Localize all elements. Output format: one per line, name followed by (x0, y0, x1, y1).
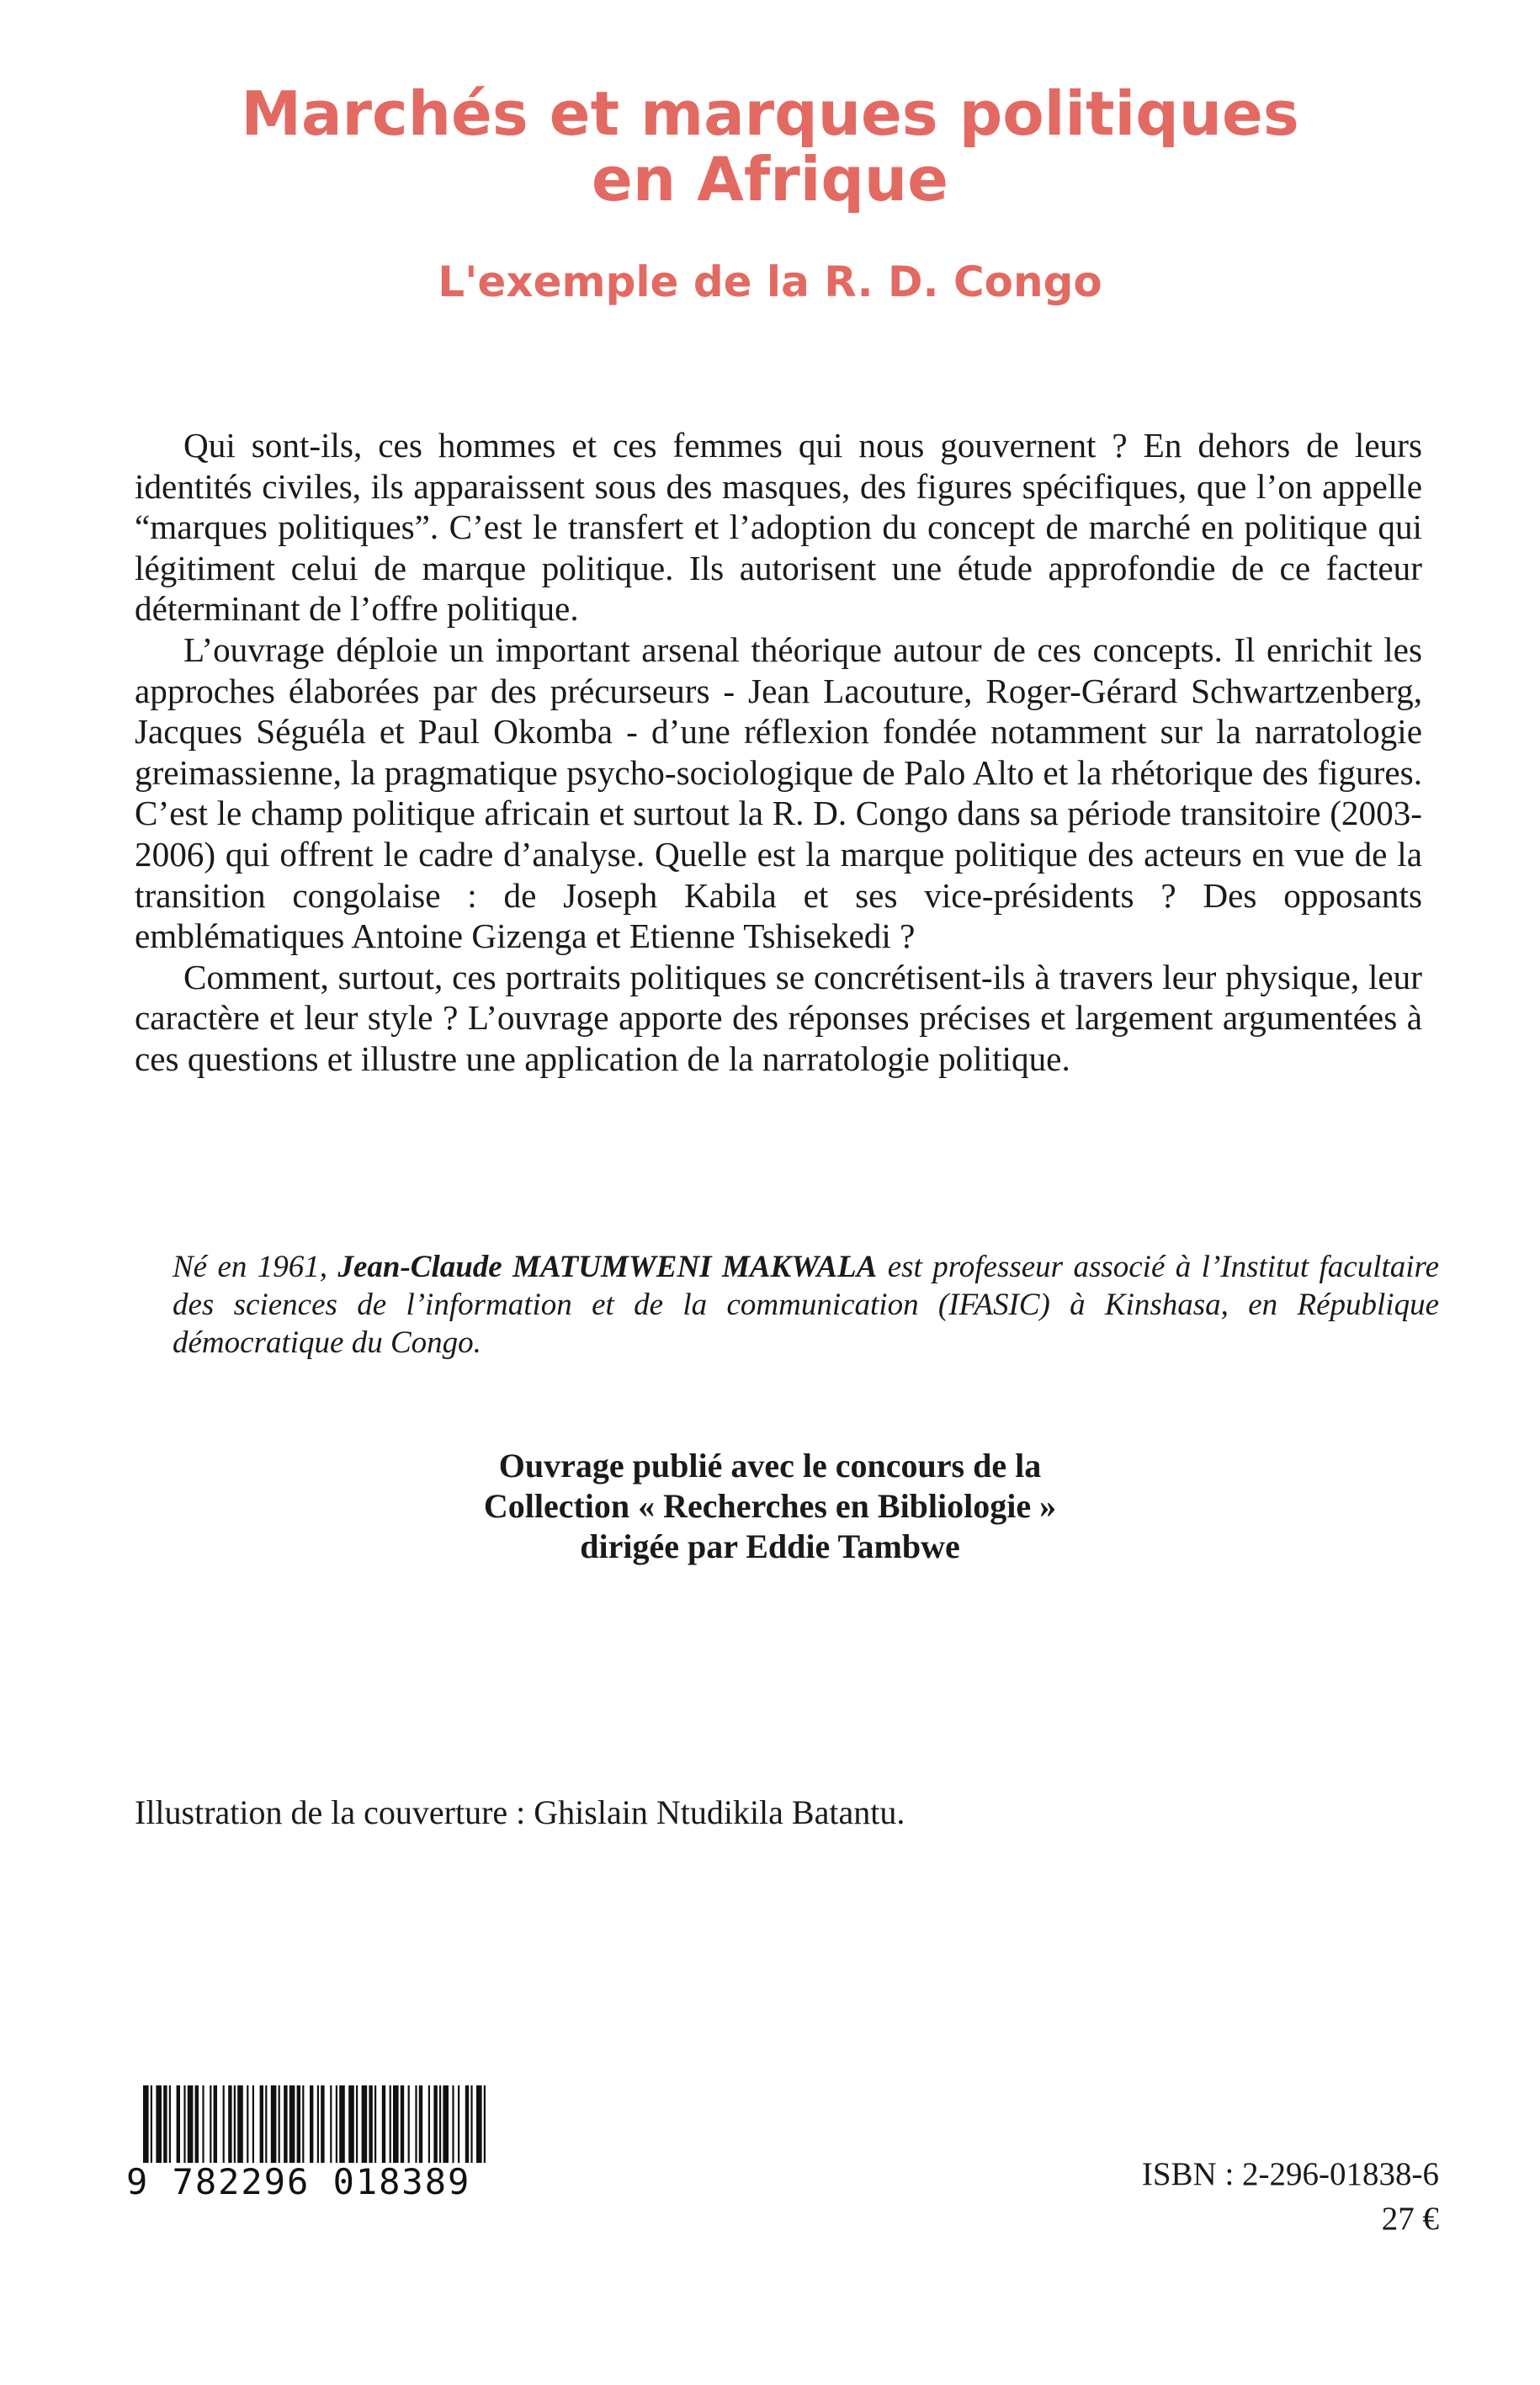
barcode-bar (470, 2085, 472, 2163)
barcode-bar (279, 2085, 280, 2163)
barcode-bar (265, 2085, 267, 2163)
barcode-bar (177, 2085, 180, 2163)
barcode-bar (336, 2085, 337, 2163)
barcode-bar (210, 2085, 211, 2163)
barcode-bar (223, 2085, 225, 2163)
barcode-bar (260, 2085, 263, 2163)
barcode-digits: 9 782296 018389 (126, 2161, 471, 2202)
barcode-bar (156, 2085, 162, 2163)
blurb-paragraph-1: Qui sont-ils, ces hommes et ces femmes qui nous gouvernent ? En dehors de leurs identités civiles, ils apparaissent sous des masques, des figures spécifiques, que l’on appelle “marques politiques”. C’est le transfert et l’adoption du concept de marché en politique qui légitiment celui de marque politique. Ils autorisent une étude approfondie de ce facteur déterminant de l’offre politique. (135, 426, 1422, 629)
barcode-bar (428, 2085, 430, 2163)
author-bio (173, 1248, 1439, 1362)
barcode-bar (302, 2085, 304, 2163)
barcode-bar (419, 2085, 422, 2163)
barcode-bar (169, 2085, 171, 2163)
barcode-bar (195, 2085, 199, 2163)
barcode-bar (408, 2085, 410, 2163)
author-bio-text: est professeur associé à l’Institut facultaire des sciences de l’information et de la communication (IFASIC) à Kinshasa, en République démocratique du Congo. (173, 1250, 1439, 1360)
barcode-bar (452, 2085, 454, 2163)
barcode-bar (284, 2085, 287, 2163)
barcode-bar (289, 2085, 295, 2163)
barcode-bar (237, 2085, 243, 2163)
barcode-bar (234, 2085, 236, 2163)
barcode-bar (151, 2085, 152, 2163)
blurb-paragraph-2: L’ouvrage déploie un important arsenal théorique autour de ces concepts. Il enrichit les approches élaborées par des précurseurs - Jean Lacouture, Roger-Gérard Schwartzenberg, Jacques Séguéla et Paul Okomba - d’une réflexion fondée notamment sur la narratologie greimassienne, la pragmatique psycho-sociologique de Palo Alto et la rhétorique des figures. C’est le champ politique africain et surtout la R. D. Congo dans sa période transitoire (2003-2006) qui offrent le cadre d’analyse. Quelle est la marque politique des acteurs en vue de la transition congolaise : de Joseph Kabila et ses vice-présidents ? Des opposants emblématiques Antoine Gizenga et Etienne Tshisekedi ? (135, 629, 1422, 956)
barcode-bar (143, 2085, 149, 2163)
barcode-bar (228, 2085, 231, 2163)
barcode-bar (297, 2085, 300, 2163)
barcode-bar (271, 2085, 277, 2163)
barcode-bar (330, 2085, 332, 2163)
barcode-bar (183, 2085, 185, 2163)
barcode-bar (356, 2085, 358, 2163)
author-name: Jean-Claude MATUMWENI MAKWALA (337, 1250, 878, 1284)
author-bio-prefix: Né en 1961, (173, 1250, 338, 1284)
publisher-note-line-1: Ouvrage publié avec le concours de la (498, 1447, 1042, 1485)
barcode-bar (202, 2085, 204, 2163)
barcode-bar (321, 2085, 324, 2163)
barcode-bar (390, 2085, 391, 2163)
barcode-bar (415, 2085, 417, 2163)
barcode-bar (310, 2085, 313, 2163)
barcode-bar (382, 2085, 385, 2163)
barcode-bar (369, 2085, 372, 2163)
barcode-bar (339, 2085, 345, 2163)
blurb (135, 425, 1422, 1080)
barcode-bars (126, 2085, 497, 2163)
barcode-bar (163, 2085, 167, 2163)
barcode-bar (458, 2085, 459, 2163)
book-title-line-2: en Afrique (591, 144, 949, 215)
isbn: ISBN : 2-296-01838-6 (1141, 2156, 1439, 2192)
illustration-credit: Illustration de la couverture : Ghislain Ntudikila Batantu. (135, 1793, 905, 1831)
book-subtitle: L'exemple de la R. D. Congo (438, 258, 1102, 306)
barcode-bar (439, 2085, 441, 2163)
barcode-bar (362, 2085, 368, 2163)
publisher-note-line-3: dirigée par Eddie Tambwe (580, 1527, 960, 1565)
barcode-bar (433, 2085, 437, 2163)
publisher-note-line-2: Collection « Recherches en Bibliologie » (483, 1487, 1057, 1525)
book-title-line-1: Marchés et marques politiques (241, 78, 1299, 149)
barcode-bar (188, 2085, 194, 2163)
barcode-bar (393, 2085, 399, 2163)
barcode-bar (484, 2085, 486, 2163)
price: 27 € (1381, 2201, 1439, 2237)
blurb-paragraph-3: Comment, surtout, ces portraits politiques se concrétisent-ils à travers leur physique, leur caractère et leur style ? L’ouvrage apporte des réponses précises et largement argumentées à ces questions et illustre une application de la narratologie politique. (135, 957, 1422, 1078)
barcode-bar (374, 2085, 376, 2163)
barcode-bar (401, 2085, 404, 2163)
barcode-bar (443, 2085, 449, 2163)
barcode-bar (317, 2085, 319, 2163)
publisher-note (0, 1446, 1540, 1567)
barcode-bar (348, 2085, 354, 2163)
barcode-bar (247, 2085, 248, 2163)
barcode-bar (214, 2085, 217, 2163)
barcode-bar (465, 2085, 469, 2163)
barcode-bar (476, 2085, 482, 2163)
barcode-bar (252, 2085, 254, 2163)
